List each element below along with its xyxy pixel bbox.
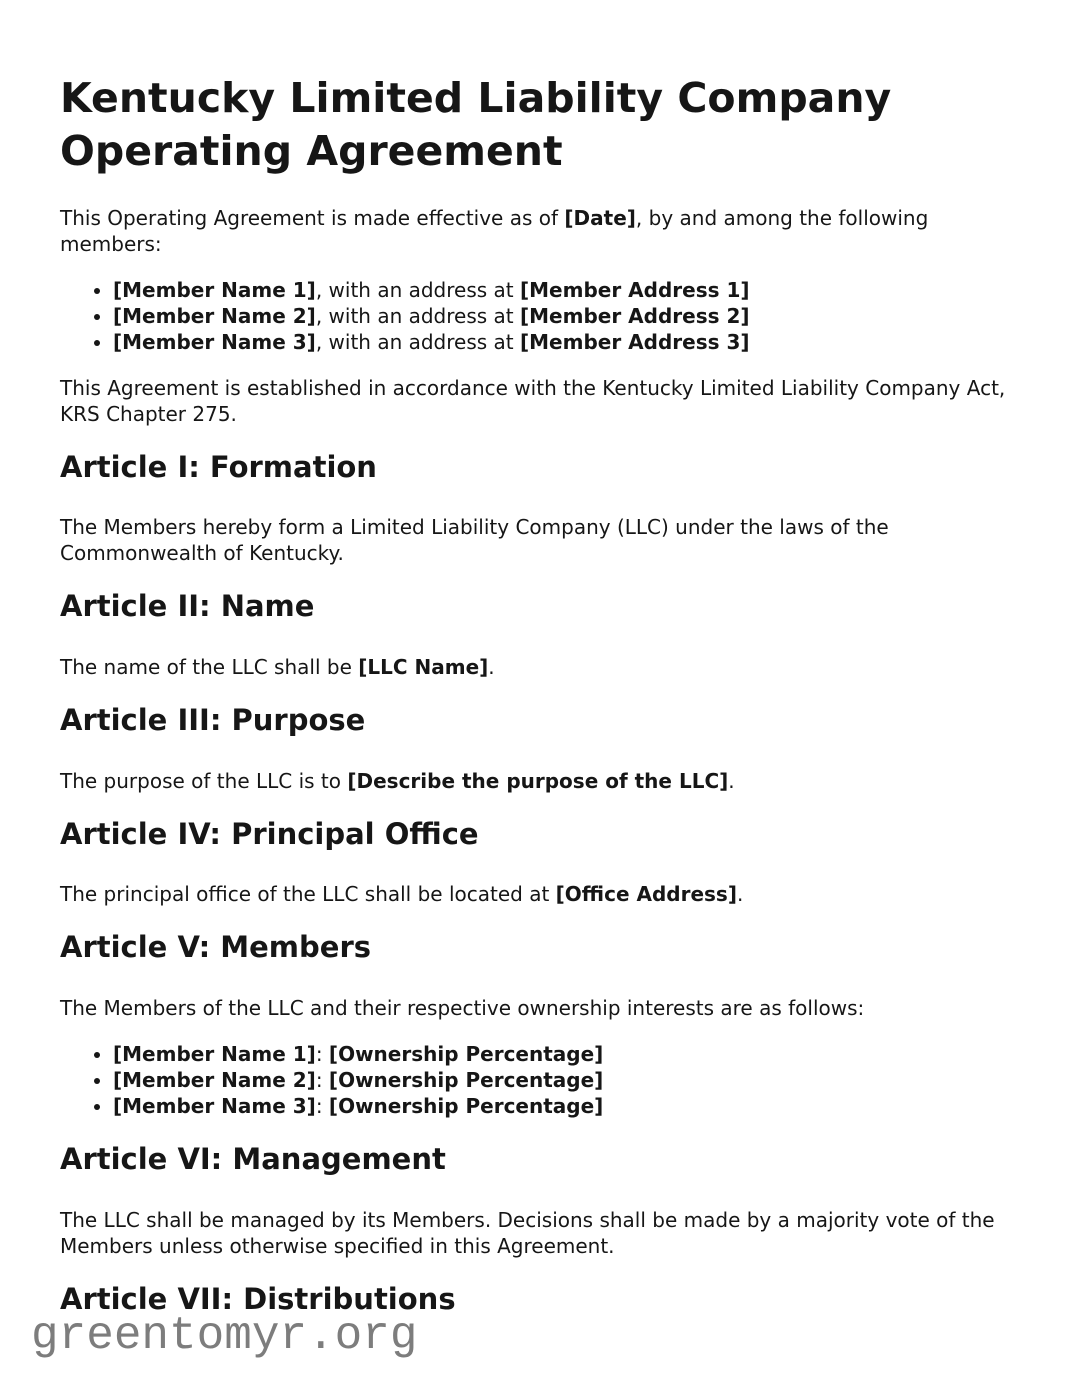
member-name-placeholder: [Member Name 2] [113,1068,316,1093]
date-placeholder: [Date] [564,205,636,230]
members-list [60,277,1018,355]
intro-paragraph [60,205,1018,257]
article-heading-purpose: Article III: Purpose [60,702,366,737]
list-item [113,303,1018,329]
list-item [113,1067,1018,1093]
article-heading-principal-office: Article IV: Principal Office [60,816,479,851]
member-address-placeholder: [Member Address 1] [520,277,750,302]
ownership-sep: : [315,1094,329,1119]
list-item [113,277,1018,303]
purpose-text-pre: The purpose of the LLC is to [60,768,348,793]
ownership-percentage-placeholder: [Ownership Percentage] [328,1042,604,1067]
intro-text-pre: This Operating Agreement is made effective as of [60,205,565,230]
article-heading-formation: Article I: Formation [60,449,377,484]
member-name-placeholder: [Member Name 3] [113,329,316,354]
ownership-percentage-placeholder: [Ownership Percentage] [328,1094,604,1119]
list-item [113,1041,1018,1067]
ownership-list [60,1041,1018,1119]
article-heading-distributions: Article VII: Distributions [60,1281,456,1316]
list-item [113,329,1018,355]
member-address-placeholder: [Member Address 2] [520,303,750,328]
member-name-placeholder: [Member Name 1] [113,277,316,302]
member-name-placeholder: [Member Name 2] [113,303,316,328]
member-mid-text: , with an address at [315,329,520,354]
article-heading-name: Article II: Name [60,589,315,624]
accordance-paragraph: This Agreement is established in accordance with the Kentucky Limited Liability Company Act, KRS Chapter 275. [60,375,1006,426]
ownership-sep: : [315,1068,329,1093]
member-name-placeholder: [Member Name 1] [113,1042,316,1067]
member-mid-text: , with an address at [315,303,520,328]
article-heading-management: Article VI: Management [60,1142,446,1177]
principal-office-paragraph [60,881,1018,907]
list-item [113,1093,1018,1119]
name-paragraph [60,654,1018,680]
article-heading-members: Article V: Members [60,930,372,965]
name-text-pre: The name of the LLC shall be [60,654,359,679]
office-text-pre: The principal office of the LLC shall be located at [60,882,556,907]
ownership-sep: : [315,1042,329,1067]
members-paragraph: The Members of the LLC and their respective ownership interests are as follows: [60,996,865,1021]
purpose-placeholder: [Describe the purpose of the LLC] [347,768,729,793]
document-title: Kentucky Limited Liability Company Operating Agreement [60,74,892,176]
formation-paragraph: The Members hereby form a Limited Liability Company (LLC) under the laws of the Commonwealth of Kentucky. [60,515,889,566]
intro-text-post: , by and among the following members: [60,205,929,256]
member-name-placeholder: [Member Name 3] [113,1094,316,1119]
purpose-paragraph [60,768,1018,794]
ownership-percentage-placeholder: [Ownership Percentage] [328,1068,604,1093]
member-mid-text: , with an address at [315,277,520,302]
purpose-text-post: . [728,768,735,793]
member-address-placeholder: [Member Address 3] [520,329,750,354]
office-text-post: . [736,882,744,907]
watermark: greentomyr.org [31,1310,418,1362]
name-text-post: . [488,654,495,679]
llc-name-placeholder: [LLC Name] [358,654,489,679]
management-paragraph: The LLC shall be managed by its Members. Decisions shall be made by a majority vote of the Members unless otherwise specified in this Agreement. [60,1207,995,1258]
office-address-placeholder: [Office Address] [555,882,737,907]
